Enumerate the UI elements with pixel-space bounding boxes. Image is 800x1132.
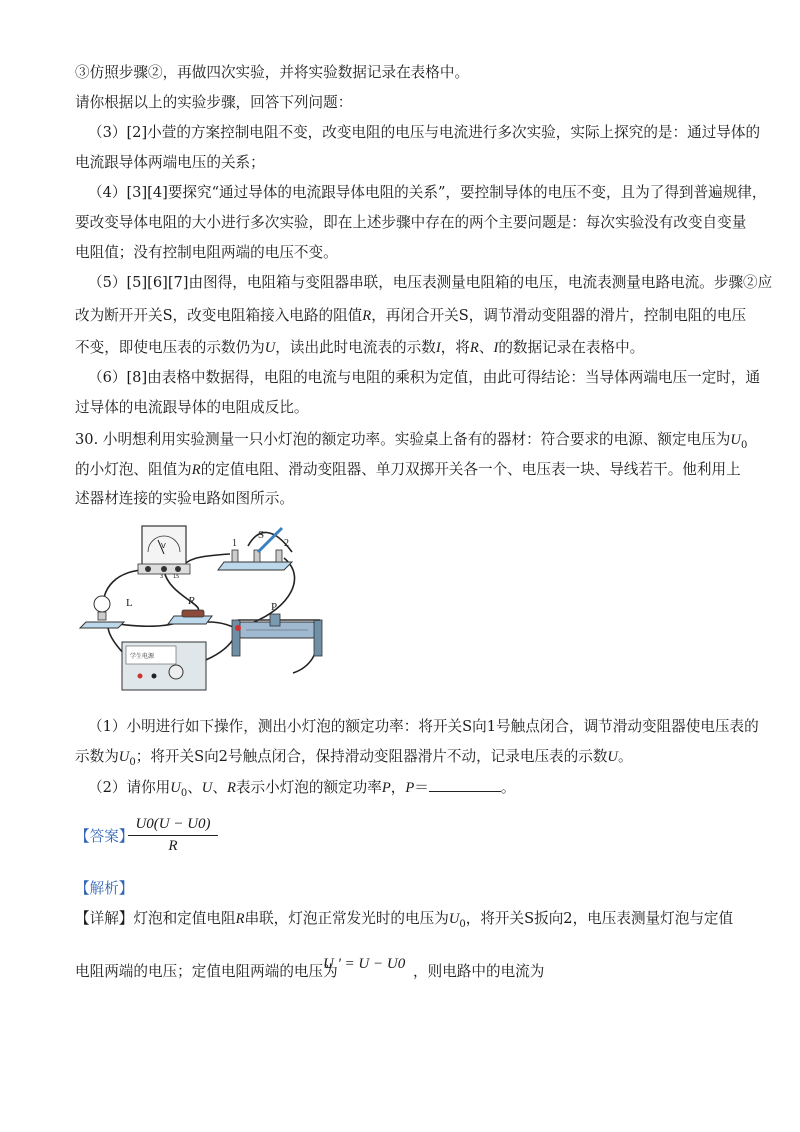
switch-label-S: S: [258, 529, 265, 541]
detail-line2-tail: ，则电路中的电流为: [413, 963, 545, 980]
switch-label-1: 1: [232, 538, 237, 549]
answer6-line1: （6）[8]由表格中数据得，电阻的电流与电阻的乘积为定值，由此可得结论：当导体两端电压一定时，通: [88, 369, 761, 386]
rheostat: [232, 601, 322, 656]
power-supply: [122, 642, 206, 690]
resistor: [168, 595, 212, 624]
answer5-line1: （5）[5][6][7]由图得，电阻箱与变阻器串联，电压表测量电阻箱的电压，电流表测量电路电流。步骤②应: [88, 274, 773, 291]
question30-line3: 述器材连接的实验电路如图所示。: [75, 490, 294, 507]
rheostat-label-P: P: [271, 601, 278, 613]
subquestion2-line: （2）请你用$U_0$、U、R表示小灯泡的额定功率P，P＝ 。: [88, 779, 516, 799]
answer5-line2: 改为断开开关S，改变电阻箱接入电路的阻值R，再闭合开关S，调节滑动变阻器的滑片，控制电阻的电压: [75, 307, 747, 324]
detail-line1: 【详解】灯泡和定值电阻R串联，灯泡正常发光时的电压为$U_0$，将开关S扳向2，电压表测量灯泡与定值: [75, 910, 734, 930]
answer-tag: 【答案】: [75, 828, 134, 845]
subquestion1-line2: 示数为$U_0$；将开关S向2号触点闭合，保持滑动变阻器滑片不动，记录电压表的示数U。: [75, 748, 633, 768]
answer-denominator: R: [168, 838, 178, 854]
answer-numerator: U0(U − U0): [128, 816, 218, 836]
answer-blank: [429, 777, 501, 792]
answer3-line1: （3）[2]小萱的方案控制电阻不变，改变电阻的电压与电流进行多次实验，实际上探究的是：通过导体的: [88, 124, 761, 141]
detail-line2-text: 电阻两端的电压；定值电阻两端的电压为: [75, 963, 338, 980]
detail-tag: 【详解】: [75, 910, 134, 927]
lamp-label-L: L: [126, 597, 133, 609]
switch-label-2: 2: [284, 538, 289, 549]
detail-formula: U ' = U − U0: [323, 956, 406, 972]
prompt-text: 请你根据以上的实验步骤，回答下列问题：: [75, 94, 353, 111]
lamp: [80, 596, 133, 628]
answer5-line3: 不变，即使电压表的示数仍为U，读出此时电流表的示数I，将R、I的数据记录在表格中。: [75, 339, 645, 356]
voltmeter-3: 3: [160, 574, 164, 580]
answer3-line2: 电流跟导体两端电压的关系；: [75, 154, 265, 171]
answer4-line2: 要改变导体电阻的大小进行多次实验，即在上述步骤中存在的两个主要问题是：每次实验没有改变自变量: [75, 214, 747, 231]
answer4-line3: 电阻值；没有控制电阻两端的电压不变。: [75, 244, 338, 261]
circuit-diagram: [78, 518, 326, 700]
power-supply-label: 学生电源: [130, 653, 155, 660]
question30-line1: 30. 小明想利用实验测量一只小灯泡的额定功率。实验桌上备有的器材：符合要求的电源、额定电压为$U_0$: [75, 431, 748, 451]
answer4-line1: （4）[3][4]要探究“通过导体的电流跟导体电阻的关系”，要控制导体的电压不变，且为了得到普遍规律，: [88, 184, 767, 201]
voltmeter-15: 15: [173, 574, 180, 580]
question30-line2: 的小灯泡、阻值为R的定值电阻、滑动变阻器、单刀双掷开关各一个、电压表一块、导线若干。他利用上: [75, 461, 741, 478]
answer6-line2: 过导体的电流跟导体的电阻成反比。: [75, 399, 309, 416]
analysis-tag: 【解析】: [75, 880, 134, 897]
voltmeter-label: V: [161, 542, 166, 550]
subquestion1-line1: （1）小明进行如下操作，测出小灯泡的额定功率：将开关S向1号触点闭合，调节滑动变阻器使电压表的: [88, 718, 759, 735]
voltmeter: [138, 526, 190, 580]
switch: [218, 528, 292, 570]
answer-fraction: [128, 816, 218, 855]
step3-text: ③仿照步骤②，再做四次实验，并将实验数据记录在表格中。: [75, 64, 470, 81]
resistor-label-R: R: [188, 595, 195, 607]
